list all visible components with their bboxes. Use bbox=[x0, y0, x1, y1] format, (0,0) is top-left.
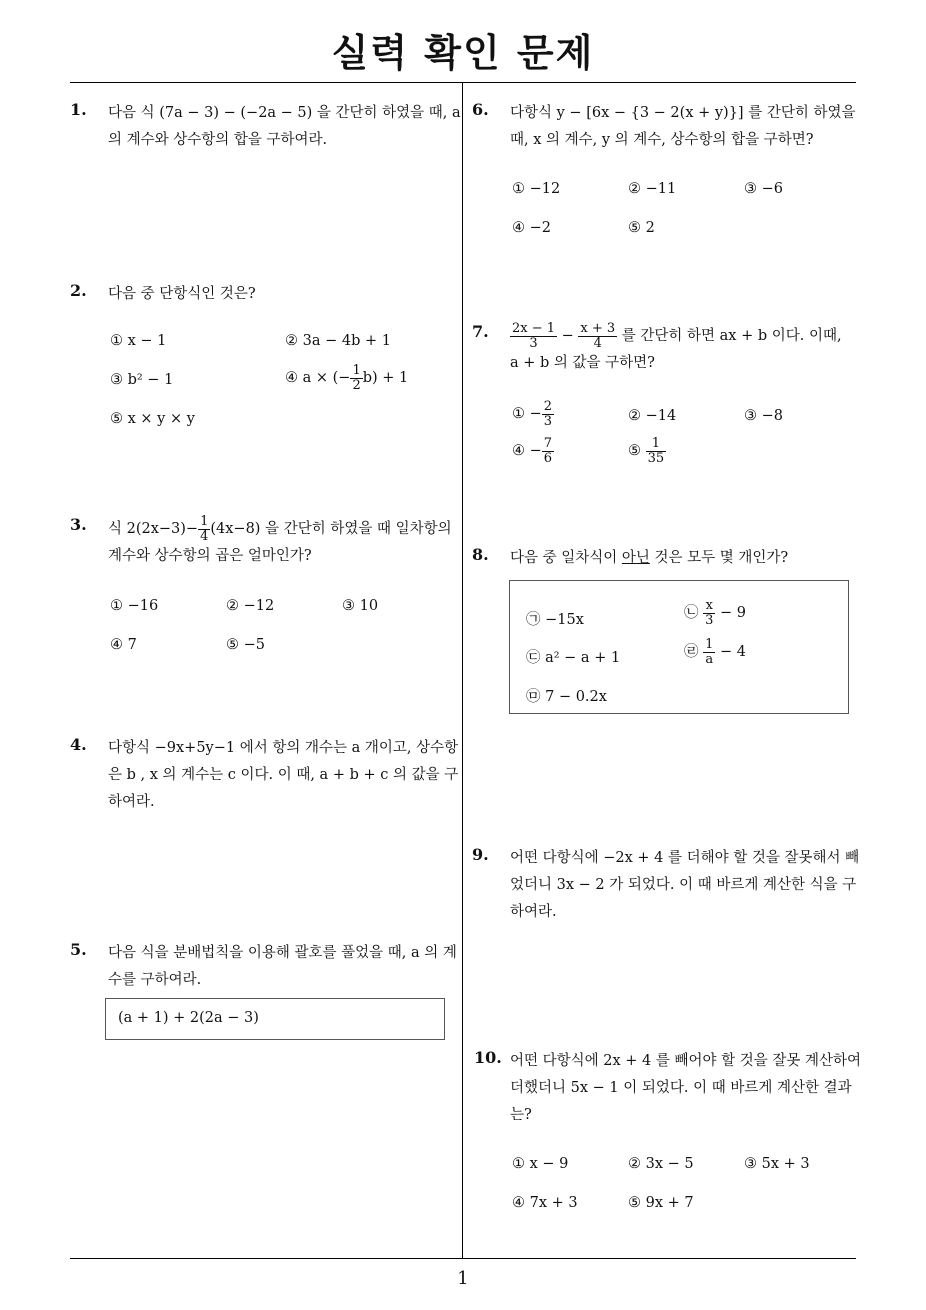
choice-4: ④ a × (− $\frac{1}{2}$ b) + 1 bbox=[285, 363, 409, 393]
question-1 bbox=[70, 100, 468, 154]
question-number: 7. bbox=[472, 322, 489, 341]
question-4 bbox=[70, 735, 468, 816]
item-5: ㉤ 7 − 0.2x bbox=[526, 689, 607, 705]
choice-2: ② −12 bbox=[226, 598, 275, 614]
question-number: 2. bbox=[70, 281, 87, 300]
question-number: 9. bbox=[472, 845, 489, 864]
choice-1: ① x − 1 bbox=[110, 333, 167, 349]
question-5 bbox=[70, 940, 468, 994]
question-number: 1. bbox=[70, 100, 87, 119]
choice-5: ⑤ $\frac{1}{35}$ bbox=[628, 436, 665, 466]
question-text: 다음 중 단항식인 것은? bbox=[108, 286, 256, 302]
choice-3: ③ −8 bbox=[744, 408, 783, 424]
question-number: 10. bbox=[474, 1048, 502, 1067]
choice-5: ⑤ −5 bbox=[226, 637, 265, 653]
question-number: 3. bbox=[70, 515, 87, 534]
question-number: 6. bbox=[472, 100, 489, 119]
page-title: 실력 확인 문제 bbox=[331, 31, 595, 75]
question-number: 5. bbox=[70, 940, 87, 959]
question-text: 다음 식을 분배법칙을 이용해 괄호를 풀었을 때, a 의 계수를 구하여라. bbox=[108, 945, 457, 988]
choice-4: ④ − $\frac{7}{6}$ bbox=[512, 436, 553, 466]
choice-2: ② 3a − 4b + 1 bbox=[285, 333, 391, 349]
question-9 bbox=[472, 845, 862, 926]
choice-2: ② 3x − 5 bbox=[628, 1156, 694, 1172]
choice-1: ① −16 bbox=[110, 598, 159, 614]
expression-box bbox=[509, 580, 849, 714]
choice-1: ① − $\frac{2}{3}$ bbox=[512, 399, 553, 429]
underlined-word: 아닌 bbox=[621, 550, 650, 566]
choice-2: ② −14 bbox=[628, 408, 677, 424]
question-text: 다음 식 (7a − 3) − (−2a − 5) 을 간단히 하였을 때, a 의 계수와 상수항의 합을 구하여라. bbox=[108, 105, 461, 148]
column-divider bbox=[462, 83, 463, 1259]
bottom-rule bbox=[70, 1258, 856, 1259]
choice-3: ③ 5x + 3 bbox=[744, 1156, 810, 1172]
choice-2: ② −11 bbox=[628, 181, 677, 197]
choice-4: ④ 7x + 3 bbox=[512, 1195, 578, 1211]
question-text: 식 2(2x−3)− $\frac{1}{4}$ (4x−8) 을 간단히 하였을 때 일차항의 계수와 상수항의 곱은 얼마인가? bbox=[108, 514, 452, 565]
item-3: ㉢ a² − a + 1 bbox=[526, 650, 621, 666]
item-2: ㉡ $\frac{x}{3}$ − 9 bbox=[684, 598, 746, 628]
choice-4: ④ −2 bbox=[512, 220, 551, 236]
choice-4: ④ 7 bbox=[110, 637, 137, 653]
question-3 bbox=[70, 514, 468, 653]
question-8 bbox=[472, 545, 862, 572]
choice-5: ⑤ 9x + 7 bbox=[628, 1195, 694, 1211]
question-text: 다항식 y − [6x − {3 − 2(x + y)}] 를 간단히 하였을 때, x 의 계수, y 의 계수, 상수항의 합을 구하면? bbox=[510, 105, 856, 148]
question-text: 다음 중 일차식이 아닌 것은 모두 몇 개인가? bbox=[510, 550, 789, 566]
question-number: 8. bbox=[472, 545, 489, 564]
expression: (a + 1) + 2(2a − 3) bbox=[118, 1010, 259, 1026]
question-number: 4. bbox=[70, 735, 87, 754]
page-number: 1 bbox=[457, 1268, 469, 1289]
question-7 bbox=[472, 321, 862, 466]
question-text: $\frac{2x - 1}{3}$ − $\frac{x + 3}{4}$ 를 간단히 하면 ax + b 이다. 이때, a + b 의 값을 구하면? bbox=[510, 321, 842, 372]
question-10 bbox=[474, 1048, 862, 1211]
top-rule bbox=[70, 82, 856, 83]
choice-3: ③ 10 bbox=[342, 598, 379, 614]
choice-1: ① x − 9 bbox=[512, 1156, 569, 1172]
question-6 bbox=[472, 100, 862, 236]
choice-5: ⑤ 2 bbox=[628, 220, 655, 236]
choice-3: ③ b² − 1 bbox=[110, 372, 174, 388]
question-text: 어떤 다항식에 2x + 4 를 빼어야 할 것을 잘못 계산하여 더했더니 5x − 1 이 되었다. 이 때 바르게 계산한 결과는? bbox=[510, 1053, 862, 1123]
item-4: ㉣ $\frac{1}{a}$ − 4 bbox=[684, 637, 746, 667]
choice-3: ③ −6 bbox=[744, 181, 783, 197]
choice-5: ⑤ x × y × y bbox=[110, 411, 195, 427]
question-text: 어떤 다항식에 −2x + 4 를 더해야 할 것을 잘못해서 빼었더니 3x − 2 가 되었다. 이 때 바르게 계산한 식을 구하여라. bbox=[510, 850, 860, 920]
choice-1: ① −12 bbox=[512, 181, 561, 197]
question-2 bbox=[70, 281, 468, 427]
item-1: ㉠ −15x bbox=[526, 612, 584, 628]
question-text: 다항식 −9x+5y−1 에서 항의 개수는 a 개이고, 상수항은 b , x 의 계수는 c 이다. 이 때, a + b + c 의 값을 구하여라. bbox=[108, 740, 459, 810]
expression-box bbox=[105, 998, 445, 1040]
